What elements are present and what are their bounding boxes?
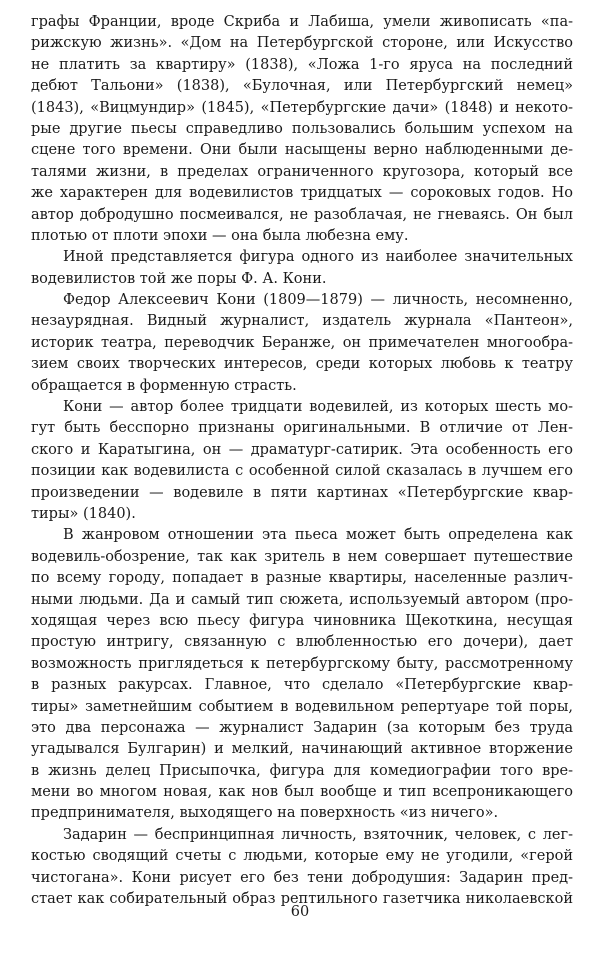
text-line: плотью от плоти эпохи — она была любезна ему. <box>31 227 409 244</box>
text-line: ходящая через всю пьесу фигура чиновника Щекоткина, несущая <box>31 612 573 629</box>
text-line: произведении — водевиле в пяти картинах «Петербургские квар- <box>31 484 573 501</box>
text-line: не платить за квартиру» (1838), «Ложа 1-го яруса на последний <box>31 56 573 73</box>
text-line: сцене того времени. Они были насыщены верно наблюденными де- <box>31 142 573 159</box>
text-line: талями жизни, в пределах ограниченного кругозора, который все <box>31 163 573 180</box>
text-line: по всему городу, попадает в разные квартиры, населенные различ- <box>31 570 573 587</box>
text-line: в разных ракурсах. Главное, что сделало «Петербургские квар- <box>31 677 573 694</box>
text-line: мени во многом новая, как нов был вообще и тип всепроникающего <box>31 784 573 801</box>
text-line: незаурядная. Видный журналист, издатель журнала «Пантеон», <box>31 313 573 330</box>
text-line: костью сводящий счеты с людьми, которые ему не угодили, «герой <box>31 848 573 865</box>
text-line: графы Франции, вроде Скриба и Лабиша, умели живописать «па- <box>31 14 573 30</box>
text-line: (1843), «Вицмундир» (1845), «Петербургские дачи» (1848) и некото- <box>31 99 573 116</box>
text-line: позиции как водевилиста с особенной силой сказалась в лучшем его <box>31 463 573 480</box>
text-line: рижскую жизнь». «Дом на Петербургской стороне, или Искусство <box>31 35 573 52</box>
text-line: Кони — автор более тридцати водевилей, из которых шесть мо- <box>63 399 573 416</box>
text-line: Иной представляется фигура одного из наиболее значительных <box>63 249 573 266</box>
text-line: чистогана». Кони рисует его без тени добродушия: Задарин пред- <box>31 869 573 886</box>
text-line: ными людьми. Да и самый тип сюжета, используемый автором (про- <box>31 591 573 608</box>
text-line: же характерен для водевилистов тридцатых — сороковых годов. Но <box>31 185 573 202</box>
text-line: дебют Тальони» (1838), «Булочная, или Петербургский немец» <box>31 78 573 95</box>
text-line: зием своих творческих интересов, среди которых любовь к театру <box>31 356 573 373</box>
text-line: обращается в форменную страсть. <box>31 377 297 394</box>
text-line: ского и Каратыгина, он — драматург-сатирик. Эта особенность его <box>31 441 573 458</box>
text-line: простую интригу, связанную с влюбленностью его дочери), дает <box>31 634 573 651</box>
text-line: тиры» (1840). <box>31 505 136 522</box>
body-text <box>31 12 573 910</box>
text-line: водевиль-обозрение, так как зритель в нем совершает путешествие <box>31 548 573 565</box>
text-line: гут быть бесспорно признаны оригинальными. В отличие от Лен- <box>31 420 573 437</box>
text-line: угадывался Булгарин) и мелкий, начинающий активное вторжение <box>31 741 573 758</box>
text-line: Федор Алексеевич Кони (1809—1879) — личность, несомненно, <box>63 292 573 309</box>
text-line: возможность приглядеться к петербургскому быту, рассмотренному <box>31 655 573 672</box>
text-line: тиры» заметнейшим событием в водевильном репертуаре той поры, <box>31 698 573 715</box>
text-line: это два персонажа — журналист Задарин (за которым без труда <box>31 719 573 736</box>
text-line: в жизнь делец Присыпочка, фигура для комедиографии того вре- <box>31 762 573 779</box>
text-line: Задарин — беспринципная личность, взяточник, человек, с лег- <box>63 826 573 843</box>
text-line: В жанровом отношении эта пьеса может быть определена как <box>63 527 573 544</box>
page-number: 60 <box>290 904 310 920</box>
text-line: предпринимателя, выходящего на поверхность «из ничего». <box>31 805 499 822</box>
text-line: водевилистов той же поры Ф. А. Кони. <box>31 270 327 287</box>
text-line: автор добродушно посмеивался, не разоблачая, не гневаясь. Он был <box>31 206 573 223</box>
text-line: рые другие пьесы справедливо пользовались большим успехом на <box>31 120 573 137</box>
text-line: историк театра, переводчик Беранже, он примечателен многообра- <box>31 334 573 351</box>
text-line: стает как собирательный образ рептильного газетчика николаевской <box>31 891 573 908</box>
